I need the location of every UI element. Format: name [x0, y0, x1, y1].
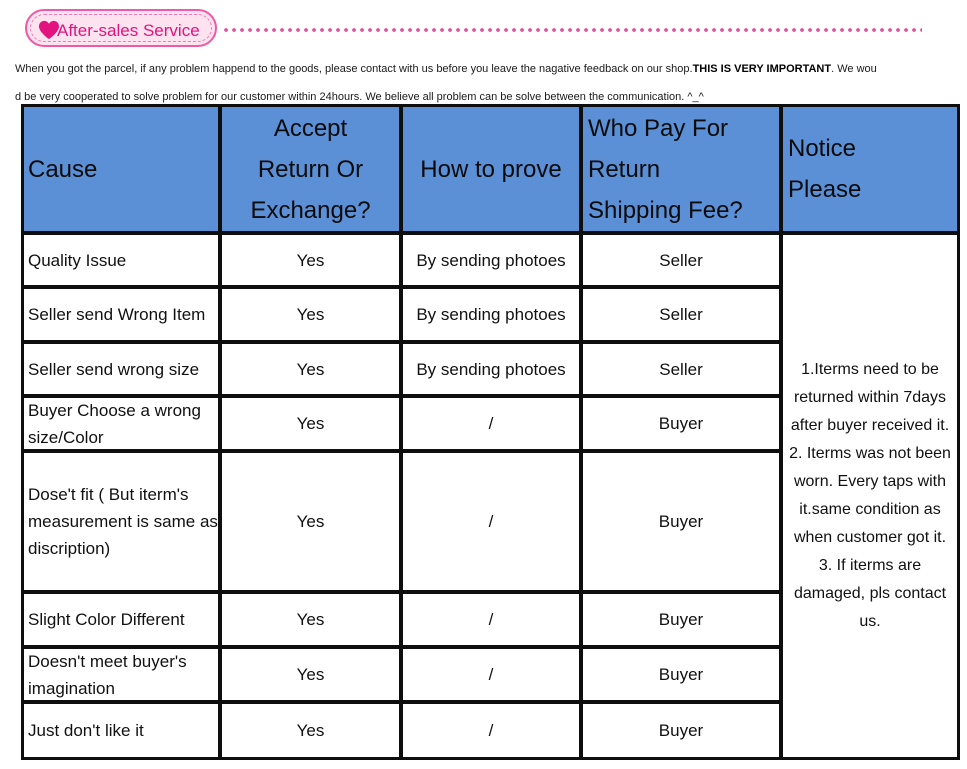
- after-sales-table: [21, 104, 960, 760]
- row-1-payer: Seller: [583, 235, 779, 285]
- row-4-payer: Buyer: [583, 398, 779, 449]
- row-1-prove: By sending photoes: [403, 235, 579, 285]
- row-2-accept: Yes: [222, 289, 399, 340]
- row-2-cause: Seller send Wrong Item: [24, 289, 218, 340]
- intro-line-1-tail: . We wou: [831, 63, 877, 75]
- row-6-accept: Yes: [222, 594, 399, 645]
- row-3-payer: Seller: [583, 344, 779, 394]
- row-1-cause: Quality Issue: [24, 235, 218, 285]
- header-cause: Cause: [24, 107, 218, 231]
- row-8-accept: Yes: [222, 704, 399, 757]
- header-notice: Notice Please: [783, 107, 957, 231]
- row-8-cause: Just don't like it: [24, 704, 218, 757]
- row-7-prove: /: [403, 649, 579, 700]
- row-3-cause: Seller send wrong size: [24, 344, 218, 394]
- intro-line-1: [15, 55, 967, 83]
- row-2-prove: By sending photoes: [403, 289, 579, 340]
- row-7-payer: Buyer: [583, 649, 779, 700]
- banner-title: After-sales Service: [57, 21, 200, 40]
- row-5-payer: Buyer: [583, 453, 779, 590]
- row-8-payer: Buyer: [583, 704, 779, 757]
- row-4-accept: Yes: [222, 398, 399, 449]
- row-5-accept: Yes: [222, 453, 399, 590]
- row-5-prove: /: [403, 453, 579, 590]
- row-3-prove: By sending photoes: [403, 344, 579, 394]
- row-3-accept: Yes: [222, 344, 399, 394]
- row-2-payer: Seller: [583, 289, 779, 340]
- header-how-to-prove: How to prove: [403, 107, 579, 231]
- intro-text: [15, 55, 967, 111]
- notice-text: 1.Iterms need to be returned within 7days after buyer received it. 2. Iterms was not been worn. Every taps with it.same condition as when customer got it. 3. If iterms are damaged, pls contact us.: [783, 235, 957, 757]
- intro-line-1-text: When you got the parcel, if any problem happend to the goods, please contact with us before you leave the nagative feedback on our shop.: [15, 63, 693, 75]
- intro-line-2: d be very cooperated to solve problem for our customer within 24hours. We believe all problem can be solve between the communication. ^_^: [15, 91, 704, 103]
- row-6-payer: Buyer: [583, 594, 779, 645]
- row-6-prove: /: [403, 594, 579, 645]
- dotted-divider: [222, 28, 922, 32]
- header-who-pays-shipping: Who Pay For Return Shipping Fee?: [583, 107, 779, 231]
- row-8-prove: /: [403, 704, 579, 757]
- important-notice: THIS IS VERY IMPORTANT: [692, 63, 832, 75]
- row-7-cause: Doesn't meet buyer's imagination: [24, 649, 218, 700]
- header-accept-return: Accept Return Or Exchange?: [222, 107, 399, 231]
- row-1-accept: Yes: [222, 235, 399, 285]
- after-sales-banner: [25, 9, 217, 47]
- row-7-accept: Yes: [222, 649, 399, 700]
- row-6-cause: Slight Color Different: [24, 594, 218, 645]
- row-5-cause: Dose't fit ( But iterm's measurement is same as discription): [24, 453, 218, 590]
- row-4-prove: /: [403, 398, 579, 449]
- row-4-cause: Buyer Choose a wrong size/Color: [24, 398, 218, 449]
